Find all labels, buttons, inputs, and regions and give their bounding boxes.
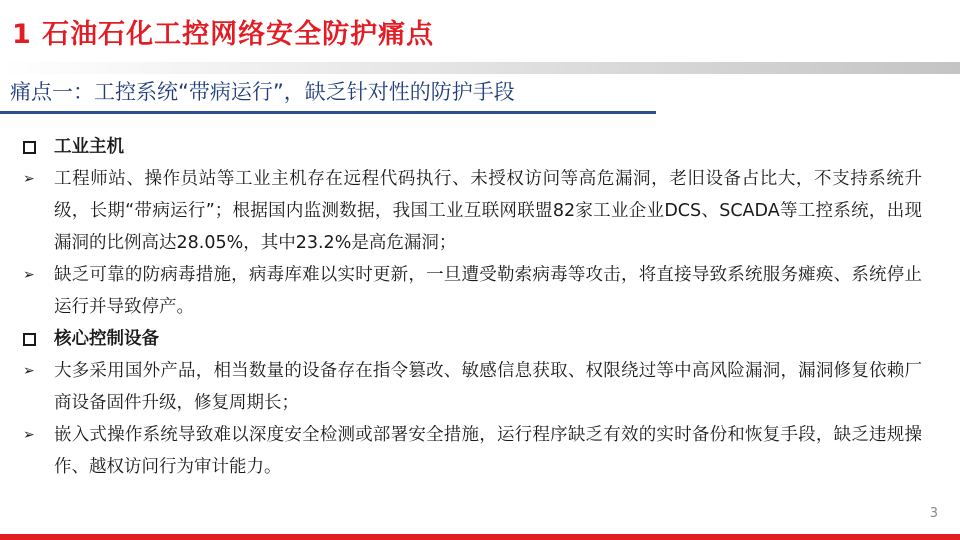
- bullet-text: 缺乏可靠的防病毒措施，病毒库难以实时更新，一旦遭受勒索病毒等攻击，将直接导致系统服务瘫痪、系统停止运行并导致停产。: [54, 265, 922, 317]
- section-heading-row: [22, 131, 922, 163]
- bullet-text: 大多采用国外产品，相当数量的设备存在指令篡改、敏感信息获取、权限绕过等中高风险漏洞，漏洞修复依赖厂商设备固件升级，修复周期长；: [54, 361, 922, 413]
- title-divider-bar: [0, 62, 960, 74]
- section-heading: 核心控制设备: [54, 329, 159, 349]
- bullet-text: 嵌入式操作系统导致难以深度安全检测或部署安全措施，运行程序缺乏有效的实时备份和恢复手段，缺乏违规操作、越权访问行为审计能力。: [54, 425, 922, 477]
- bullet-item: [22, 355, 922, 419]
- arrow-bullet-icon: ➢: [23, 427, 35, 443]
- hollow-square-bullet-icon: [23, 141, 36, 154]
- hollow-square-bullet-icon: [23, 333, 36, 346]
- arrow-bullet-icon: ➢: [23, 171, 35, 187]
- subtitle-underline: [0, 111, 656, 114]
- bullet-text: 工程师站、操作员站等工业主机存在远程代码执行、未授权访问等高危漏洞，老旧设备占比大，不支持系统升级，长期“带病运行”；根据国内监测数据，我国工业互联网联盟82家工业企业DCS、SCADA等工控系统，出现漏洞的比例高达28.05%，其中23.2%是高危漏洞；: [54, 169, 922, 253]
- footer-accent-line: [0, 534, 960, 540]
- arrow-bullet-icon: ➢: [23, 363, 35, 379]
- section-heading: 工业主机: [54, 137, 124, 157]
- bullet-item: [22, 259, 922, 323]
- bullet-item: [22, 163, 922, 259]
- slide-title: 1 石油石化工控网络安全防护痛点: [12, 19, 435, 50]
- section-heading-row: [22, 323, 922, 355]
- arrow-bullet-icon: ➢: [23, 267, 35, 283]
- page-number: 3: [929, 506, 938, 521]
- slide-content: [22, 131, 922, 483]
- bullet-item: [22, 419, 922, 483]
- slide-subtitle: 痛点一：工控系统“带病运行”，缺乏针对性的防护手段: [10, 80, 515, 104]
